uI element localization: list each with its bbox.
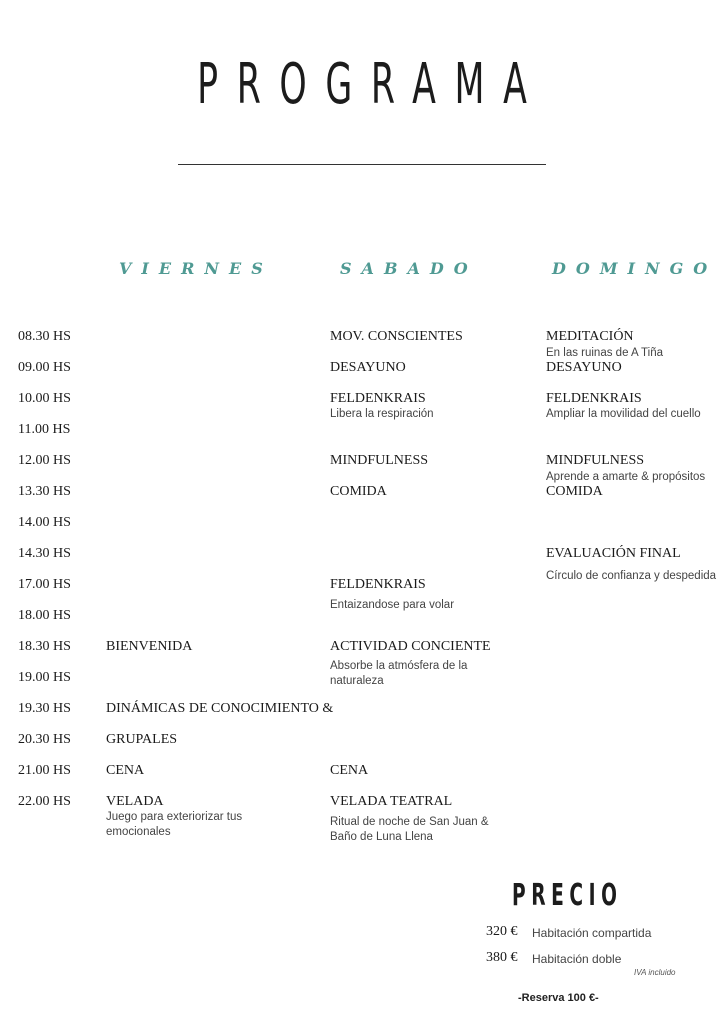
viernes-cena: CENA [106, 763, 145, 778]
domingo-feldenkrais-desc: Ampliar la movilidad del cuello [546, 408, 701, 420]
domingo-mindfulness: MINDFULNESS [546, 453, 645, 468]
time-slot: 14.00 HS [18, 515, 71, 530]
time-slot: 20.30 HS [18, 732, 71, 747]
sabado-feldenkrais-2: FELDENKRAIS [330, 577, 426, 592]
sabado-actividad-conciente: ACTIVIDAD CONCIENTE [330, 639, 491, 654]
day-header-domingo: DOMINGO [552, 259, 718, 278]
time-slot: 17.00 HS [18, 577, 71, 592]
price-amount-compartida: 320 € [486, 924, 518, 939]
sabado-cena: CENA [330, 763, 369, 778]
price-label-doble: Habitación doble [532, 952, 622, 966]
day-header-sabado: SABADO [340, 259, 478, 278]
domingo-evaluacion-final: EVALUACIÓN FINAL [546, 546, 681, 561]
sabado-actividad-desc-2: naturaleza [330, 675, 384, 687]
viernes-dinamicas: DINÁMICAS DE CONOCIMIENTO & [106, 701, 334, 716]
sabado-velada-desc-2: Baño de Luna Llena [330, 831, 433, 843]
time-slot: 10.00 HS [18, 391, 71, 406]
sabado-comida: COMIDA [330, 484, 387, 499]
day-header-viernes: VIERNES [119, 259, 273, 278]
sabado-feldenkrais-1-desc: Libera la respiración [330, 408, 434, 420]
title-divider [178, 164, 546, 165]
viernes-bienvenida: BIENVENIDA [106, 639, 193, 654]
sabado-actividad-desc-1: Absorbe la atmósfera de la [330, 660, 468, 672]
time-slot: 18.00 HS [18, 608, 71, 623]
time-slot: 09.00 HS [18, 360, 71, 375]
time-slot: 21.00 HS [18, 763, 71, 778]
time-slot: 11.00 HS [18, 422, 71, 437]
time-slot: 12.00 HS [18, 453, 71, 468]
sabado-mindfulness: MINDFULNESS [330, 453, 429, 468]
price-label-compartida: Habitación compartida [532, 926, 652, 940]
domingo-desayuno: DESAYUNO [546, 360, 622, 375]
reserva-note: -Reserva 100 €- [518, 992, 599, 1004]
iva-note: IVA incluido [634, 968, 676, 977]
time-slot: 13.30 HS [18, 484, 71, 499]
sabado-velada-desc-1: Ritual de noche de San Juan & [330, 816, 489, 828]
domingo-mindfulness-desc: Aprende a amarte & propósitos [546, 471, 706, 483]
sabado-feldenkrais-1: FELDENKRAIS [330, 391, 426, 406]
time-slot: 14.30 HS [18, 546, 71, 561]
time-slot: 19.30 HS [18, 701, 71, 716]
domingo-feldenkrais: FELDENKRAIS [546, 391, 642, 406]
sabado-velada-teatral: VELADA TEATRAL [330, 794, 453, 809]
page-title: PROGRAMA [197, 52, 546, 117]
viernes-grupales: GRUPALES [106, 732, 178, 747]
domingo-evaluacion-desc: Círculo de confianza y despedida [546, 570, 717, 582]
time-slot: 08.30 HS [18, 329, 71, 344]
viernes-velada: VELADA [106, 794, 164, 809]
domingo-meditacion: MEDITACIÓN [546, 329, 634, 344]
viernes-velada-desc-1: Juego para exteriorizar tus [106, 811, 243, 823]
viernes-velada-desc-2: emocionales [106, 826, 171, 838]
time-slot: 18.30 HS [18, 639, 71, 654]
precio-title: PRECIO [512, 878, 623, 913]
price-amount-doble: 380 € [486, 950, 518, 965]
sabado-feldenkrais-2-desc: Entaizandose para volar [330, 599, 455, 611]
time-slot: 19.00 HS [18, 670, 71, 685]
sabado-desayuno: DESAYUNO [330, 360, 406, 375]
sabado-mov-conscientes: MOV. CONSCIENTES [330, 329, 463, 344]
time-slot: 22.00 HS [18, 794, 71, 809]
domingo-comida: COMIDA [546, 484, 603, 499]
domingo-meditacion-desc: En las ruinas de A Tiña [546, 347, 663, 359]
